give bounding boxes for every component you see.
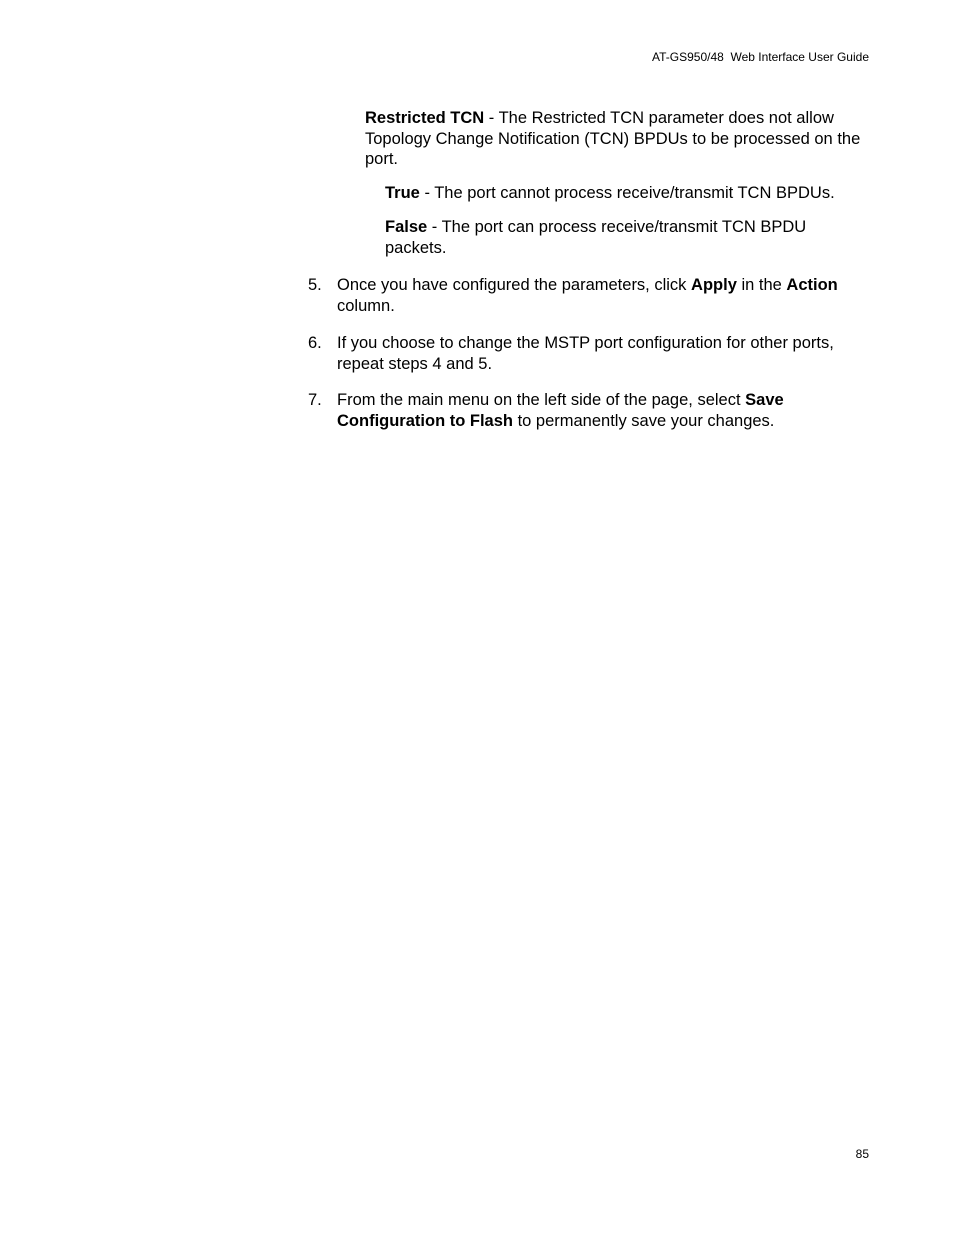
option-false-term: False (385, 218, 428, 236)
step-number: 5. (308, 276, 322, 294)
step-number: 7. (308, 391, 322, 409)
running-header: AT-GS950/48 Web Interface User Guide (652, 50, 869, 64)
apply-term: Apply (691, 276, 737, 294)
step-text-part: in the (736, 276, 787, 294)
step-7 (308, 390, 868, 431)
page-number: 85 (855, 1147, 869, 1161)
restricted-tcn-term: Restricted TCN (365, 109, 485, 127)
save-configuration-term: Save Configuration to Flash (337, 391, 784, 430)
step-6 (308, 333, 868, 374)
step-text-part: column. (337, 296, 395, 315)
step-text-part: Once you have configured the parameters, click (337, 276, 692, 294)
option-true-term: True (385, 184, 420, 202)
step-number: 6. (308, 334, 322, 352)
option-false-text: - The port can process receive/transmit TCN BPDU packets. (385, 218, 807, 257)
step-text-part: From the main menu on the left side of the page, select (337, 391, 746, 409)
step-text-part: If you choose to change the MSTP port configuration for other ports, repeat steps 4 and 5. (337, 334, 834, 373)
restricted-tcn-description (365, 108, 865, 170)
step-text (337, 275, 868, 316)
restricted-tcn-text: - The Restricted TCN parameter does not allow Topology Change Notification (TCN) BPDUs to be processed on the port. (365, 109, 861, 168)
option-true-text: - The port cannot process receive/transmit TCN BPDUs. (419, 184, 835, 202)
action-term: Action (786, 276, 838, 294)
step-text (337, 390, 868, 431)
step-5 (308, 275, 868, 316)
option-true (385, 183, 865, 204)
step-text-part: to permanently save your changes. (512, 411, 775, 430)
step-text (337, 333, 868, 374)
option-false (385, 217, 865, 258)
